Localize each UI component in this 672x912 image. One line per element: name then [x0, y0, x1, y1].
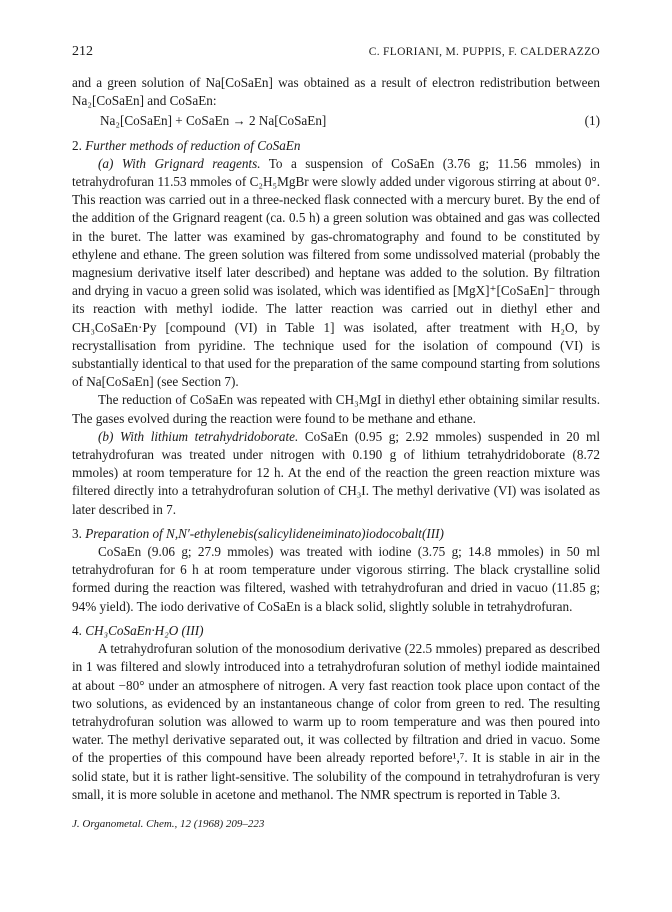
- section-number: 4.: [72, 622, 82, 638]
- section-4-heading: [72, 622, 600, 640]
- paragraph-2a: [72, 155, 600, 392]
- paragraph-2a-cont: The reduction of CoSaEn was repeated with CH₃MgI in diethyl ether obtaining similar results. The gases evolved during the reaction were found to be methane and ethane.: [72, 392, 600, 426]
- page-header: [72, 44, 600, 60]
- page: [72, 44, 600, 830]
- page-number: 212: [72, 44, 93, 59]
- paragraph-label: (a) With Grignard reagents.: [98, 155, 261, 171]
- intro-paragraph: and a green solution of Na[CoSaEn] was obtained as a result of electron redistribution between Na₂[CoSaEn] and CoSaEn:: [72, 75, 600, 109]
- paragraph-4: A tetrahydrofuran solution of the monosodium derivative (22.5 mmoles) prepared as described in 1 was filtered and slowly introduced into a tetrahydrofuran solution of methyl iodide maintained at about −80° under an atmosphere of nitrogen. A very fast reaction took place upon contact of the two solutions, as evidenced by an instantaneous change of color from green to red. The resulting tetrahydrofuran solution was allowed to warm up to room temperature and was then poured into water. The methyl derivative separated out, it was collected by filtration and dried in vacuo. Some of the properties of this compound have been already reported before¹,⁷. It is stable in air in the solid state, but it is rather light-sensitive. The solubility of the compound in tetrahydrofuran is very small, it is more soluble in acetone and methanol. The NMR spectrum is reported in Table 3.: [72, 641, 600, 802]
- section-title: Preparation of N,N′-ethylenebis(salicylideneiminato)iodocobalt(III): [85, 525, 444, 541]
- paragraph-label: (b) With lithium tetrahydridoborate.: [98, 428, 299, 444]
- section-3-heading: [72, 525, 600, 543]
- section-2-heading: [72, 137, 600, 155]
- section-title: Further methods of reduction of CoSaEn: [85, 137, 301, 153]
- section-title: CH₃CoSaEn·H₂O (III): [85, 622, 204, 638]
- equation-number: (1): [584, 113, 600, 129]
- section-number: 2.: [72, 137, 82, 153]
- paragraph-3: CoSaEn (9.06 g; 27.9 mmoles) was treated with iodine (3.75 g; 14.8 mmoles) in 50 ml tetrahydrofuran for 6 h at room temperature under vigorous stirring. The black crystalline solid formed during the reaction was filtered, washed with tetrahydrofuran and dried in vacuo (11.85 g; 94% yield). The iodo derivative of CoSaEn is a black solid, slightly soluble in tetrahydrofuran.: [72, 544, 600, 614]
- equation-text: Na₂[CoSaEn] + CoSaEn → 2 Na[CoSaEn]: [100, 113, 327, 129]
- paragraph-2b: [72, 428, 600, 519]
- paragraph-text: To a suspension of CoSaEn (3.76 g; 11.56 mmoles) in tetrahydrofuran 11.53 mmoles of C₂H₅MgBr were slowly added under vigorous stirring at about 0°. This reaction was carried out in a three-necked flask connected with a mercury buret. By the end of the addition of the Grignard reagent (ca. 0.5 h) a green solution was obtained and gas was collected in the buret. The latter was examined by gas-chromatography and found to be constituted by ethylene and ethane. The green solution was filtered from some undissolved material (probably the magnesium derivative itself later described) and heptane was added to the solution. By filtration and drying in vacuo a green solid was isolated, which was identified as [MgX]⁺[CoSaEn]⁻ through its reaction with methyl iodide. The latter reaction was carried out in diethyl ether and CH₃CoSaEn·Py [compound (VI) in Table 1] was isolated, after treatment with H₂O, by recrystallisation from pyridine. The technique used for the isolation of compound (VI) is substantially identical to that used for the preparation of the same compound starting from solutions of Na[CoSaEn] (see Section 7).: [72, 155, 600, 390]
- running-title: C. FLORIANI, M. PUPPIS, F. CALDERAZZO: [368, 46, 600, 58]
- section-number: 3.: [72, 525, 82, 541]
- paragraph-text: CoSaEn (0.95 g; 2.92 mmoles) suspended in 20 ml tetrahydrofuran was treated under nitrogen with 0.190 g of lithium tetrahydridoborate (8.72 mmoles) at room temperature for 12 h. At the end of the reaction the green reaction mixture was filtered directly into a tetrahydrofuran solution of CH₃I. The methyl derivative (VI) was isolated as later described in 7.: [72, 428, 600, 517]
- equation-1: [72, 112, 600, 130]
- journal-citation: J. Organometal. Chem., 12 (1968) 209–223: [72, 817, 265, 830]
